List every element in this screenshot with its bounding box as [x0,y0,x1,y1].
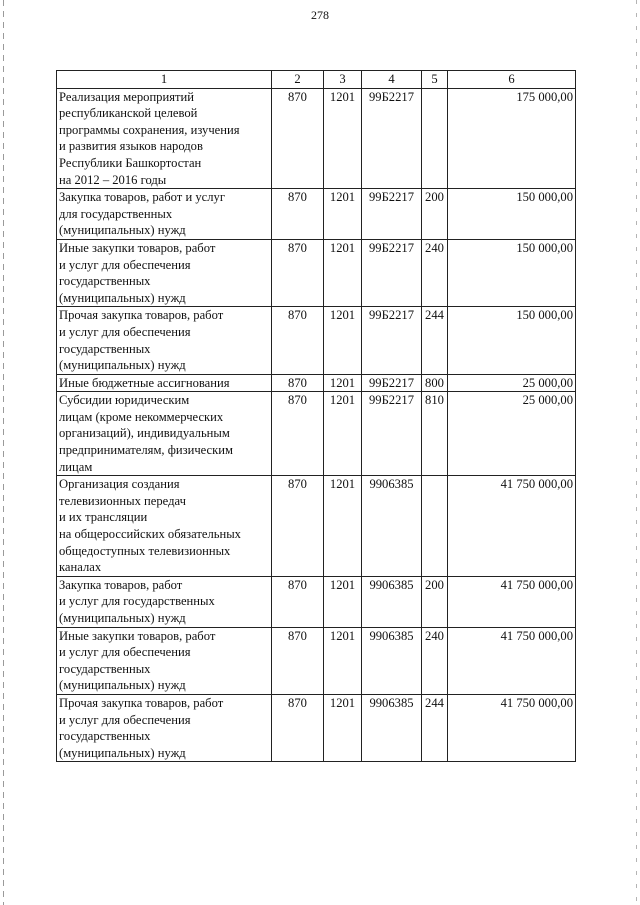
cell-amount: 41 750 000,00 [448,576,576,627]
table-body [57,71,576,762]
cell-ministry-code: 870 [272,576,324,627]
item-name-line: республиканской целевой [59,106,198,121]
item-name-line: на общероссийских обязательных [59,527,241,542]
item-name-line: общедоступных телевизионных [59,543,231,558]
cell-amount: 150 000,00 [448,239,576,306]
cell-item-name [57,307,272,374]
page-number: 278 [311,8,329,22]
cell-section-code: 1201 [324,627,362,694]
cell-ministry-code: 870 [272,694,324,761]
table-row [57,694,576,761]
budget-table [56,70,576,762]
table-row [57,189,576,240]
item-name-line: лицам [59,459,93,474]
cell-item-name [57,88,272,189]
cell-ministry-code: 870 [272,189,324,240]
cell-section-code: 1201 [324,694,362,761]
cell-item-name [57,239,272,306]
cell-expense-type [422,88,448,189]
cell-section-code: 1201 [324,307,362,374]
item-name-line: и их трансляции [59,510,148,525]
cell-expense-type [422,476,448,577]
item-name-line: на 2012 – 2016 годы [59,172,167,187]
cell-amount: 175 000,00 [448,88,576,189]
item-name-line: лицам (кроме некоммерческих [59,409,224,424]
cell-section-code: 1201 [324,392,362,476]
item-name-line: и развития языков народов [59,139,203,154]
item-name-line: Иные бюджетные ассигнования [59,375,230,390]
item-name-line: государственных [59,274,151,289]
header-col-5: 5 [422,71,448,89]
item-name-line: и услуг для государственных [59,594,215,609]
item-name-line: (муниципальных) нужд [59,358,186,373]
cell-section-code: 1201 [324,189,362,240]
cell-expense-type: 240 [422,239,448,306]
table-header-row [57,71,576,89]
cell-expense-type: 200 [422,189,448,240]
table-row [57,374,576,392]
cell-target-article: 99Б2217 [362,239,422,306]
cell-expense-type: 800 [422,374,448,392]
item-name-line: (муниципальных) нужд [59,290,186,305]
cell-expense-type: 244 [422,694,448,761]
item-name-line: для государственных [59,206,173,221]
table-row [57,307,576,374]
cell-ministry-code: 870 [272,307,324,374]
item-name-line: Организация создания [59,477,180,492]
item-name-line: и услуг для обеспечения [59,257,191,272]
item-name-line: Иные закупки товаров, работ [59,628,216,643]
cell-expense-type: 244 [422,307,448,374]
cell-target-article: 9906385 [362,576,422,627]
cell-ministry-code: 870 [272,392,324,476]
cell-target-article: 99Б2217 [362,392,422,476]
item-name-line: Прочая закупка товаров, работ [59,695,224,710]
header-col-4: 4 [362,71,422,89]
cell-section-code: 1201 [324,239,362,306]
cell-item-name [57,694,272,761]
item-name-line: и услуг для обеспечения [59,324,191,339]
cell-amount: 41 750 000,00 [448,694,576,761]
table-row [57,88,576,189]
cell-item-name [57,627,272,694]
item-name-line: Субсидии юридическим [59,393,190,408]
item-name-line: (муниципальных) нужд [59,223,186,238]
item-name-line: Реализация мероприятий [59,89,194,104]
item-name-line: телевизионных передач [59,493,186,508]
header-col-1: 1 [57,71,272,89]
item-name-line: Закупка товаров, работ [59,577,183,592]
item-name-line: (муниципальных) нужд [59,611,186,625]
cell-target-article: 99Б2217 [362,374,422,392]
cell-target-article: 99Б2217 [362,189,422,240]
item-name-line: Республики Башкортостан [59,155,202,170]
header-col-2: 2 [272,71,324,89]
item-name-line: Прочая закупка товаров, работ [59,308,224,323]
cell-item-name [57,189,272,240]
cell-ministry-code: 870 [272,476,324,577]
cell-amount: 25 000,00 [448,374,576,392]
item-name-line: государственных [59,341,151,356]
cell-ministry-code: 870 [272,627,324,694]
scan-edge-right [636,0,637,905]
item-name-line: и услуг для обеспечения [59,712,191,727]
item-name-line: Закупка товаров, работ и услуг [59,190,225,205]
item-name-line: каналах [59,560,102,575]
item-name-line: Иные закупки товаров, работ [59,240,216,255]
cell-section-code: 1201 [324,88,362,189]
item-name-line: государственных [59,729,151,744]
cell-target-article: 99Б2217 [362,88,422,189]
cell-item-name [57,374,272,392]
table-row [57,576,576,627]
cell-target-article: 9906385 [362,627,422,694]
header-col-6: 6 [448,71,576,89]
cell-expense-type: 240 [422,627,448,694]
cell-ministry-code: 870 [272,88,324,189]
cell-expense-type: 810 [422,392,448,476]
item-name-line: предпринимателям, физическим [59,443,233,458]
cell-item-name [57,392,272,476]
table-row [57,476,576,577]
header-col-3: 3 [324,71,362,89]
cell-amount: 150 000,00 [448,189,576,240]
item-name-line: (муниципальных) нужд [59,745,186,760]
table-row [57,392,576,476]
cell-amount: 25 000,00 [448,392,576,476]
cell-ministry-code: 870 [272,374,324,392]
table-row [57,627,576,694]
scan-edge-left [3,0,4,905]
cell-section-code: 1201 [324,476,362,577]
item-name-line: и услуг для обеспечения [59,645,191,660]
cell-amount: 41 750 000,00 [448,476,576,577]
cell-target-article: 9906385 [362,694,422,761]
item-name-line: программы сохранения, изучения [59,122,240,137]
item-name-line: государственных [59,661,151,676]
cell-amount: 41 750 000,00 [448,627,576,694]
table-row [57,239,576,306]
cell-expense-type: 200 [422,576,448,627]
cell-item-name [57,576,272,627]
cell-section-code: 1201 [324,576,362,627]
cell-amount: 150 000,00 [448,307,576,374]
cell-item-name [57,476,272,577]
cell-ministry-code: 870 [272,239,324,306]
cell-section-code: 1201 [324,374,362,392]
cell-target-article: 9906385 [362,476,422,577]
item-name-line: организаций), индивидуальным [59,426,230,441]
item-name-line: (муниципальных) нужд [59,678,186,693]
cell-target-article: 99Б2217 [362,307,422,374]
